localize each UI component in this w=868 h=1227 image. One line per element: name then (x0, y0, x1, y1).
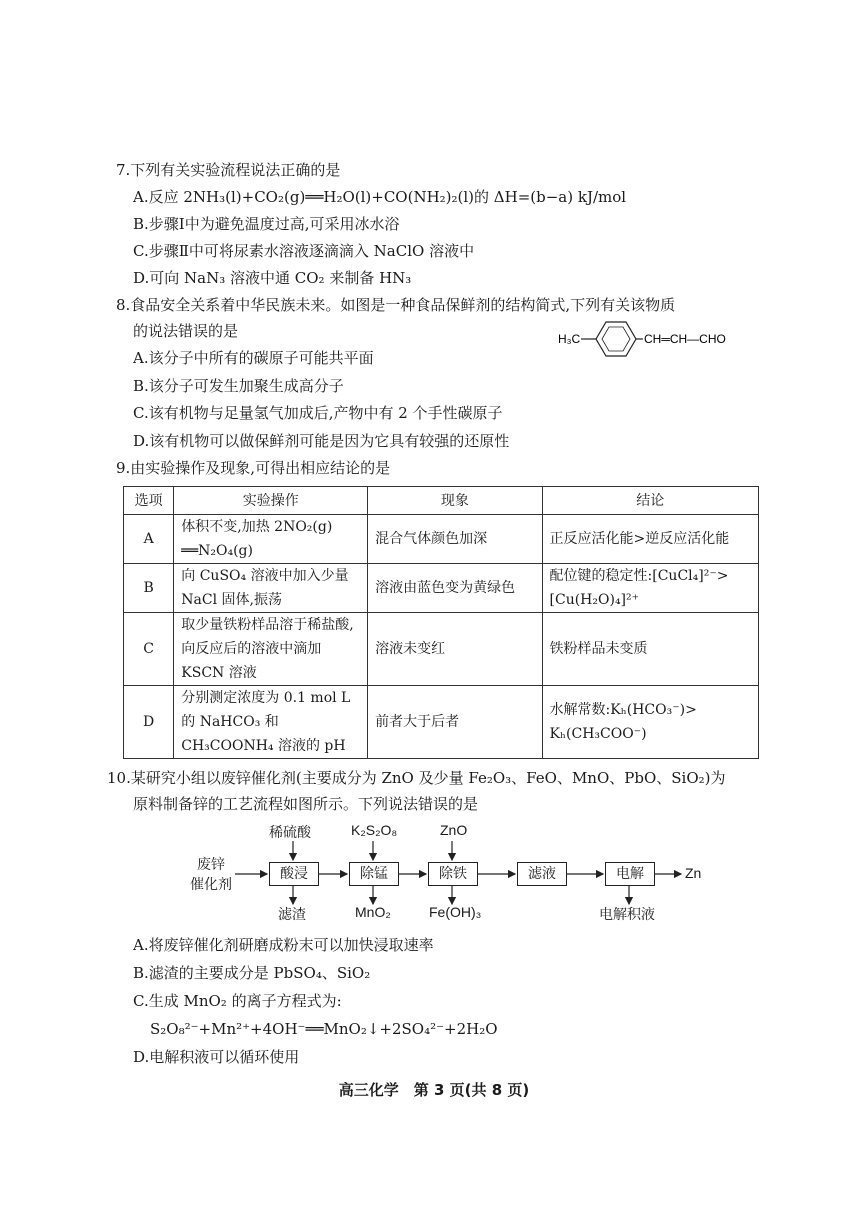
q10-option-b: B.滤渣的主要成分是 PbSO₄、SiO₂ (133, 964, 371, 982)
row-phenomenon: 溶液由蓝色变为黄绿色 (368, 564, 542, 613)
q8-option-b: B.该分子可发生加聚生成高分子 (133, 377, 344, 395)
table-row (124, 686, 759, 759)
page-footer: 高三化学 第 3 页(共 8 页) (338, 1081, 530, 1099)
row-conclusion: 正反应活化能>逆反应活化能 (542, 515, 758, 564)
row-operation: 体积不变,加热 2NO₂(g) ══N₂O₄(g) (174, 515, 368, 564)
q10-stem-line2: 原料制备锌的工艺流程如图所示。下列说法错误的是 (133, 795, 479, 813)
structure-right-label: CH═CH—CHO (644, 332, 726, 346)
table-row (124, 515, 759, 564)
flow-input-persulfate: K₂S₂O₈ (351, 822, 398, 838)
q8-option-a: A.该分子中所有的碳原子可能共平面 (133, 349, 374, 367)
row-conclusion: 铁粉样品未变质 (542, 613, 758, 686)
q8-option-d: D.该有机物可以做保鲜剂可能是因为它具有较强的还原性 (133, 432, 510, 450)
flow-box-electrolysis: 电解 (605, 862, 655, 886)
flow-product-zn: Zn (685, 865, 702, 881)
flow-output-spent-liquor: 电解积液 (599, 907, 655, 923)
q7-option-c: C.步骤Ⅱ中可将尿素水溶液逐滴滴入 NaClO 溶液中 (133, 242, 475, 260)
flow-box-remove-mn: 除锰 (349, 862, 399, 886)
flow-output-residue: 滤渣 (278, 907, 306, 923)
table-row (124, 564, 759, 613)
flow-box-filtrate: 滤液 (517, 862, 567, 886)
header-option: 选项 (124, 487, 174, 515)
row-option: B (124, 564, 174, 613)
q10-stem-line1: 10.某研究小组以废锌催化剂(主要成分为 ZnO 及少量 Fe₂O₃、FeO、MnO、PbO、SiO₂)为 (107, 769, 726, 787)
q7-stem: 7.下列有关实验流程说法正确的是 (116, 161, 341, 179)
row-phenomenon: 溶液未变红 (368, 613, 542, 686)
row-phenomenon: 前者大于后者 (368, 686, 542, 759)
q8-stem-line2: 的说法错误的是 (133, 322, 239, 340)
q9-stem: 9.由实验操作及现象,可得出相应结论的是 (116, 459, 391, 477)
process-flow-diagram (185, 820, 705, 925)
flow-start-line2: 催化剂 (190, 877, 232, 893)
structure-formula (556, 318, 756, 358)
row-option: A (124, 515, 174, 564)
row-conclusion: 水解常数:Kₕ(HCO₃⁻)> Kₕ(CH₃COO⁻) (542, 686, 758, 759)
row-option: C (124, 613, 174, 686)
q7-option-a: A.反应 2NH₃(l)+CO₂(g)══H₂O(l)+CO(NH₂)₂(l)的 ΔH=(b−a) kJ/mol (133, 188, 627, 206)
q10-option-d: D.电解积液可以循环使用 (133, 1048, 300, 1066)
table-row (124, 613, 759, 686)
q8-option-c: C.该有机物与足量氢气加成后,产物中有 2 个手性碳原子 (133, 404, 503, 422)
flow-output-feoh3: Fe(OH)₃ (429, 904, 482, 920)
header-conclusion: 结论 (542, 487, 758, 515)
flow-box-acid-leach: 酸浸 (269, 862, 319, 886)
header-phenomenon: 现象 (368, 487, 542, 515)
q10-option-c-equation: S₂O₈²⁻+Mn²⁺+4OH⁻══MnO₂↓+2SO₄²⁻+2H₂O (150, 1020, 498, 1038)
experiment-table (123, 486, 759, 759)
row-option: D (124, 686, 174, 759)
row-conclusion: 配位键的稳定性:[CuCl₄]²⁻> [Cu(H₂O)₄]²⁺ (542, 564, 758, 613)
row-operation: 取少量铁粉样品溶于稀盐酸,向反应后的溶液中滴加 KSCN 溶液 (174, 613, 368, 686)
row-operation: 分别测定浓度为 0.1 mol L 的 NaHCO₃ 和 CH₃COONH₄ 溶液的 pH (174, 686, 368, 759)
q7-option-b: B.步骤Ⅰ中为避免温度过高,可采用冰水浴 (133, 215, 400, 233)
table-header-row (124, 487, 759, 515)
structure-left-label: H₃C (558, 332, 581, 346)
flow-input-acid: 稀硫酸 (269, 825, 311, 841)
flow-output-mno2: MnO₂ (355, 904, 391, 920)
row-operation: 向 CuSO₄ 溶液中加入少量 NaCl 固体,振荡 (174, 564, 368, 613)
row-phenomenon: 混合气体颜色加深 (368, 515, 542, 564)
q10-option-a: A.将废锌催化剂研磨成粉末可以加快浸取速率 (133, 936, 434, 954)
header-operation: 实验操作 (174, 487, 368, 515)
q10-option-c: C.生成 MnO₂ 的离子方程式为: (133, 992, 342, 1010)
flow-input-zno: ZnO (440, 822, 468, 838)
flow-box-remove-fe: 除铁 (428, 862, 478, 886)
q7-option-d: D.可向 NaN₃ 溶液中通 CO₂ 来制备 HN₃ (133, 269, 412, 287)
q8-stem-line1: 8.食品安全关系着中华民族未来。如图是一种食品保鲜剂的结构简式,下列有关该物质 (116, 296, 676, 314)
flow-start-line1: 废锌 (197, 857, 225, 873)
